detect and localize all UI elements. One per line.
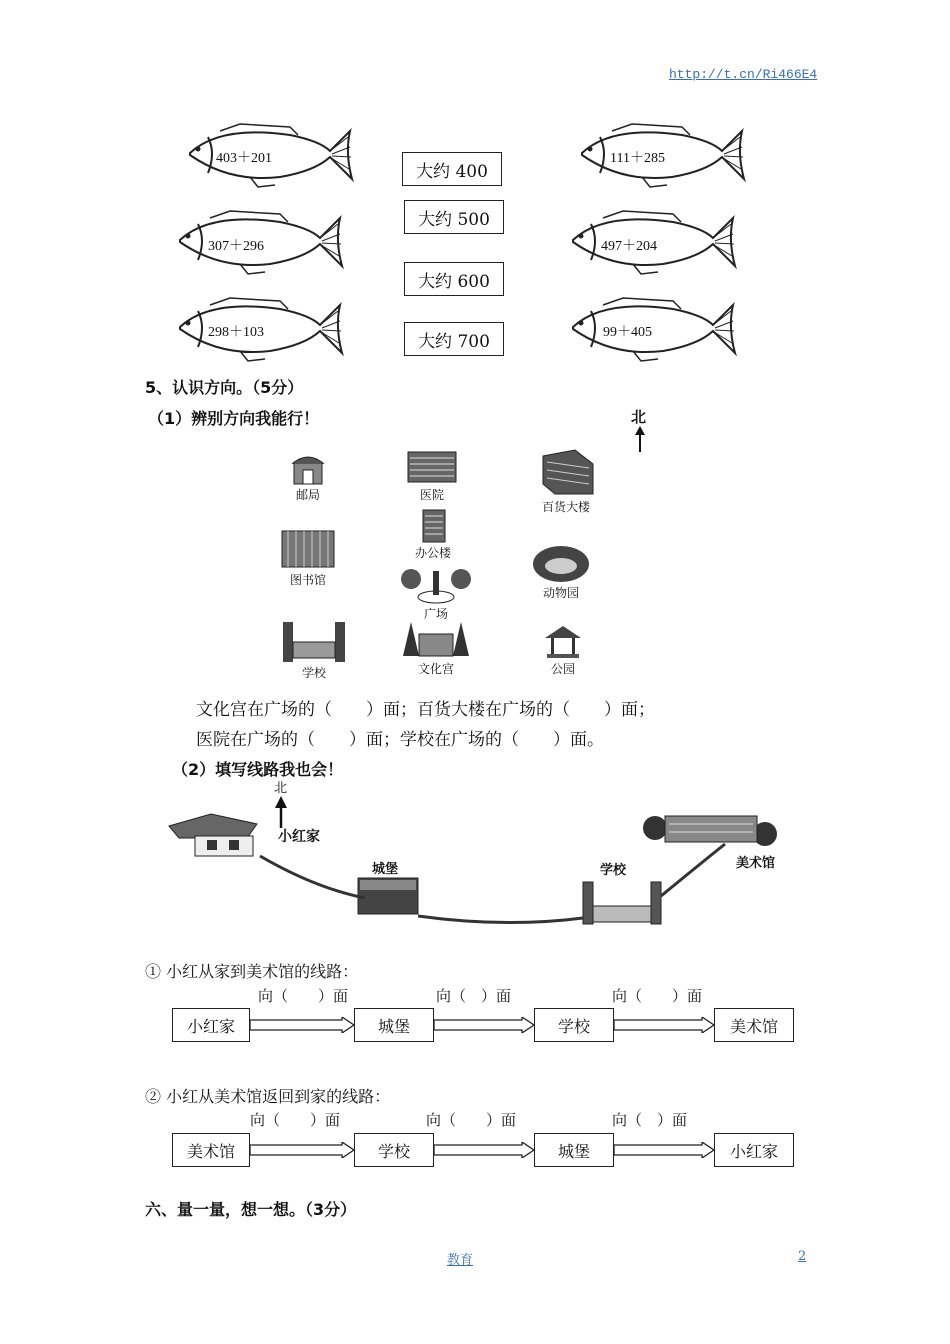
fish-expression: 298＋103	[208, 325, 264, 340]
footer-center-link[interactable]: 教育	[447, 1253, 474, 1268]
route1-arrow-1	[250, 1017, 356, 1033]
route2-dir-2: 向（ ）面	[426, 1111, 517, 1129]
estimate-box-700: 大约 700	[404, 322, 504, 356]
school-icon	[279, 618, 349, 664]
section5-sub2: （2）填写线路我也会！	[172, 760, 344, 779]
house-icon	[169, 814, 257, 856]
building-label: 医院	[419, 488, 444, 502]
building-zoo	[526, 540, 596, 601]
route1-stop-home: 小红家	[172, 1008, 250, 1042]
route2-dir-1: 向（ ）面	[250, 1111, 341, 1129]
building-label: 图书馆	[289, 573, 326, 587]
building-label: 邮局	[295, 488, 320, 502]
route1-title: ① 小红从家到美术馆的线路：	[145, 962, 359, 981]
route2-arrow-1	[250, 1142, 356, 1158]
direction-question-2: 医院在广场的（ ）面；学校在广场的（ ）面。	[196, 730, 604, 750]
fish-expression: 403＋201	[216, 151, 272, 166]
school-gate-icon	[583, 882, 661, 924]
building-school	[276, 618, 352, 681]
route2-dir-3: 向（ ）面	[612, 1111, 688, 1129]
route2-title: ② 小红从美术馆返回到家的线路：	[145, 1087, 391, 1106]
building-office	[403, 508, 463, 561]
route1-stop-school: 学校	[534, 1008, 614, 1042]
estimate-box-400: 大约 400	[402, 152, 502, 186]
hospital-icon	[404, 446, 460, 486]
route2-arrow-3	[614, 1142, 716, 1158]
building-post-office	[278, 450, 338, 503]
route2-stop-castle: 城堡	[534, 1133, 614, 1167]
museum-icon	[643, 816, 777, 846]
footer-page-number[interactable]: 2	[798, 1249, 807, 1264]
fish-expression: 497＋204	[601, 239, 657, 254]
route1-arrow-3	[614, 1017, 716, 1033]
cultural-palace-icon	[401, 618, 471, 660]
fish-right-3	[563, 297, 738, 367]
building-park	[533, 624, 593, 677]
building-label: 动物园	[542, 586, 579, 600]
route1-stop-castle: 城堡	[354, 1008, 434, 1042]
map-home-label: 小红家	[278, 829, 320, 845]
fish-left-2	[170, 210, 345, 280]
route-map	[165, 778, 805, 928]
estimate-box-600: 大约 600	[404, 262, 504, 296]
map-school-label: 学校	[600, 863, 627, 878]
building-label: 学校	[301, 666, 326, 680]
zoo-icon	[529, 540, 593, 584]
department-store-icon	[535, 446, 597, 498]
post-office-icon	[288, 450, 328, 486]
building-label: 公园	[550, 662, 575, 676]
map-castle-label: 城堡	[372, 862, 399, 877]
north-arrow-icon	[634, 426, 646, 452]
building-label: 百货大楼	[541, 500, 590, 514]
fish-expression: 99＋405	[603, 325, 652, 340]
header-url-link[interactable]: http://t.cn/Ri466E4	[669, 67, 818, 82]
building-label: 广场	[423, 607, 448, 621]
building-hospital	[402, 446, 462, 503]
route2-stop-home: 小红家	[714, 1133, 794, 1167]
library-icon	[278, 525, 338, 571]
fish-expression: 111＋285	[610, 151, 665, 166]
building-label: 办公楼	[414, 546, 451, 560]
building-library	[278, 525, 338, 588]
direction-question-1: 文化宫在广场的（ ）面；百货大楼在广场的（ ）面；	[196, 700, 655, 720]
route2-stop-museum: 美术馆	[172, 1133, 250, 1167]
office-building-icon	[413, 508, 453, 544]
route1-dir-2: 向（ ）面	[436, 987, 512, 1005]
route1-dir-3: 向（ ）面	[612, 987, 703, 1005]
building-department-store	[528, 446, 604, 515]
building-plaza	[398, 565, 474, 622]
route1-dir-1: 向（ ）面	[258, 987, 349, 1005]
castle-icon	[358, 878, 418, 914]
section5-sub1: （1）辨别方向我能行！	[148, 409, 320, 428]
fish-left-1	[180, 123, 355, 193]
map-north-label: 北	[274, 781, 288, 796]
estimate-box-500: 大约 500	[404, 200, 504, 234]
fish-right-1	[572, 123, 747, 193]
map-museum-label: 美术馆	[736, 856, 776, 871]
route2-arrow-2	[434, 1142, 536, 1158]
north-label: 北	[631, 408, 647, 426]
park-pavilion-icon	[541, 624, 585, 660]
fish-left-3	[170, 297, 345, 367]
section6-title: 六、量一量，想一想。（3分）	[145, 1200, 357, 1219]
plaza-icon	[399, 565, 473, 605]
section5-title: 5、认识方向。（5分）	[145, 378, 304, 397]
building-label: 文化宫	[417, 662, 454, 676]
route1-stop-museum: 美术馆	[714, 1008, 794, 1042]
building-cultural-palace	[398, 618, 474, 677]
route2-stop-school: 学校	[354, 1133, 434, 1167]
route1-arrow-2	[434, 1017, 536, 1033]
fish-expression: 307＋296	[208, 239, 264, 254]
fish-right-2	[563, 210, 738, 280]
